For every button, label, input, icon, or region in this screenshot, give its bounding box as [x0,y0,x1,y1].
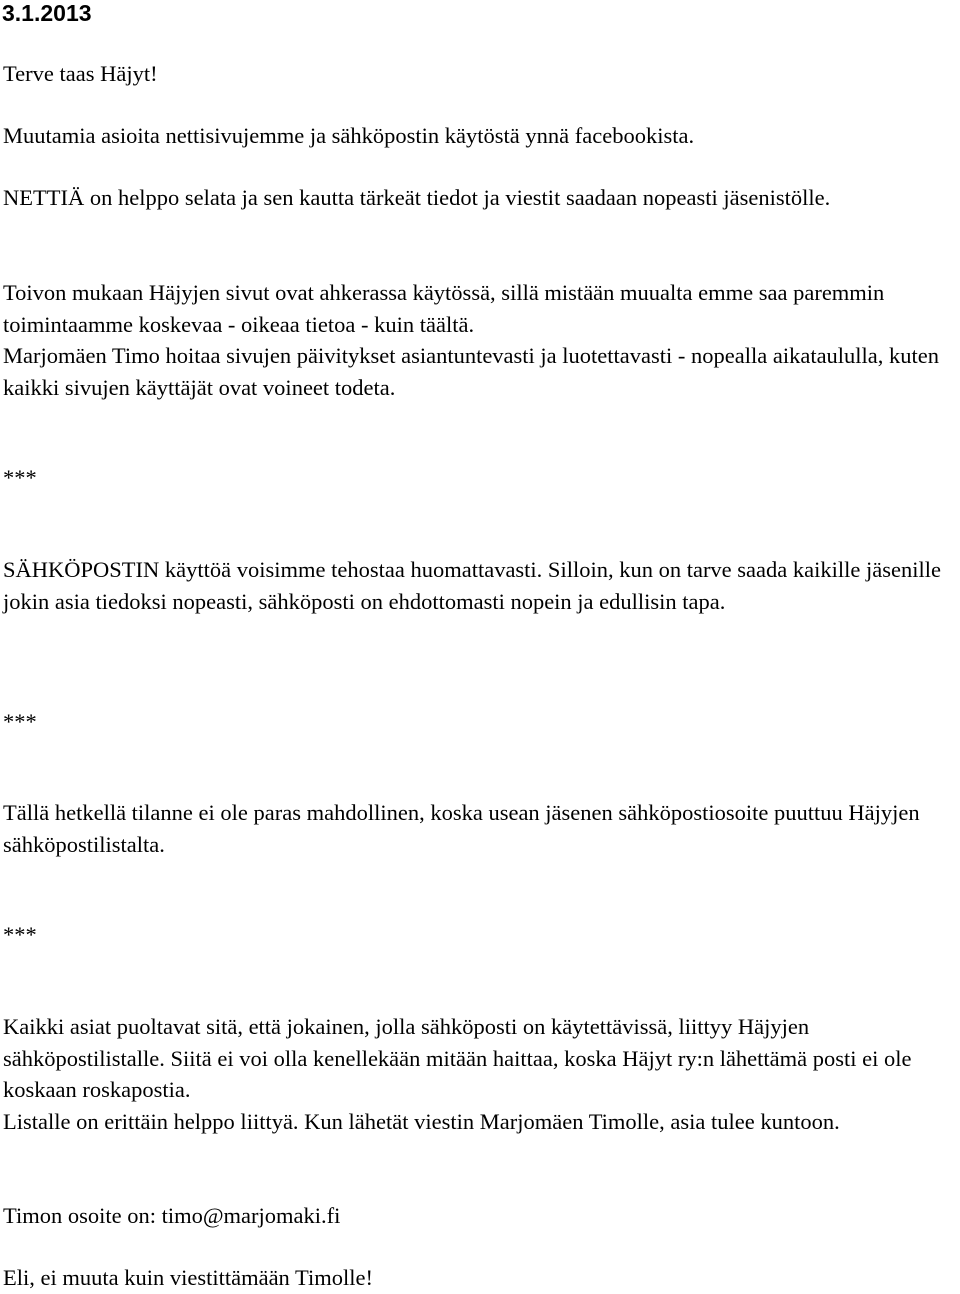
document-date: 3.1.2013 [2,0,92,26]
address-line [3,1200,958,1232]
separator: *** [3,922,37,947]
intro-paragraph: Muutamia asioita nettisivujemme ja sähköpostin käytöstä ynnä facebookista. [3,123,695,148]
sivut-paragraph [3,277,958,403]
separator: *** [3,465,37,490]
email-link[interactable]: timo@marjomaki.fi [161,1203,341,1228]
address-label: Timon osoite on: [3,1203,162,1228]
netti-paragraph: NETTIÄ on helppo selata ja sen kautta tärkeät tiedot ja viestit saadaan nopeasti jäsenistölle. [3,185,831,210]
closing-line: Eli, ei muuta kuin viestittämään Timolle! [3,1265,373,1290]
kaikki-paragraph-line2: Listalle on erittäin helppo liittyä. Kun lähetät viestin Marjomäen Timolle, asia tulee kuntoon. [3,1108,840,1134]
separator: *** [3,709,37,734]
sivut-paragraph-line1: Toivon mukaan Häjyjen sivut ovat ahkerassa käytössä, sillä mistään muualta emme saa paremmin toimintaamme koskevaa - oikeaa tietoa - kuin täältä. [3,280,885,337]
sahkoposti-paragraph: SÄHKÖPOSTIN käyttöä voisimme tehostaa huomattavasti. Silloin, kun on tarve saada kaikille jäsenille jokin asia tiedoksi nopeasti, sähköposti on ehdottomasti nopein ja edullisin tapa. [3,557,941,614]
kaikki-paragraph [3,1011,958,1137]
tilanne-paragraph: Tällä hetkellä tilanne ei ole paras mahdollinen, koska usean jäsenen sähköpostiosoite puuttuu Häjyjen sähköpostilistalta. [3,800,920,857]
sivut-paragraph-line2: Marjomäen Timo hoitaa sivujen päivitykset asiantuntevasti ja luotettavasti - nopealla aikataululla, kuten kaikki sivujen käyttäjät ovat voineet todeta. [3,343,940,400]
kaikki-paragraph-line1: Kaikki asiat puoltavat sitä, että jokainen, jolla sähköposti on käytettävissä, liittyy Häjyjen sähköpostilistalle. Siitä ei voi olla kenellekään mitään haittaa, koska Häjyt ry:n lähettämä posti ei ole koskaan roskapostia. [3,1014,912,1102]
greeting: Terve taas Häjyt! [3,61,158,86]
